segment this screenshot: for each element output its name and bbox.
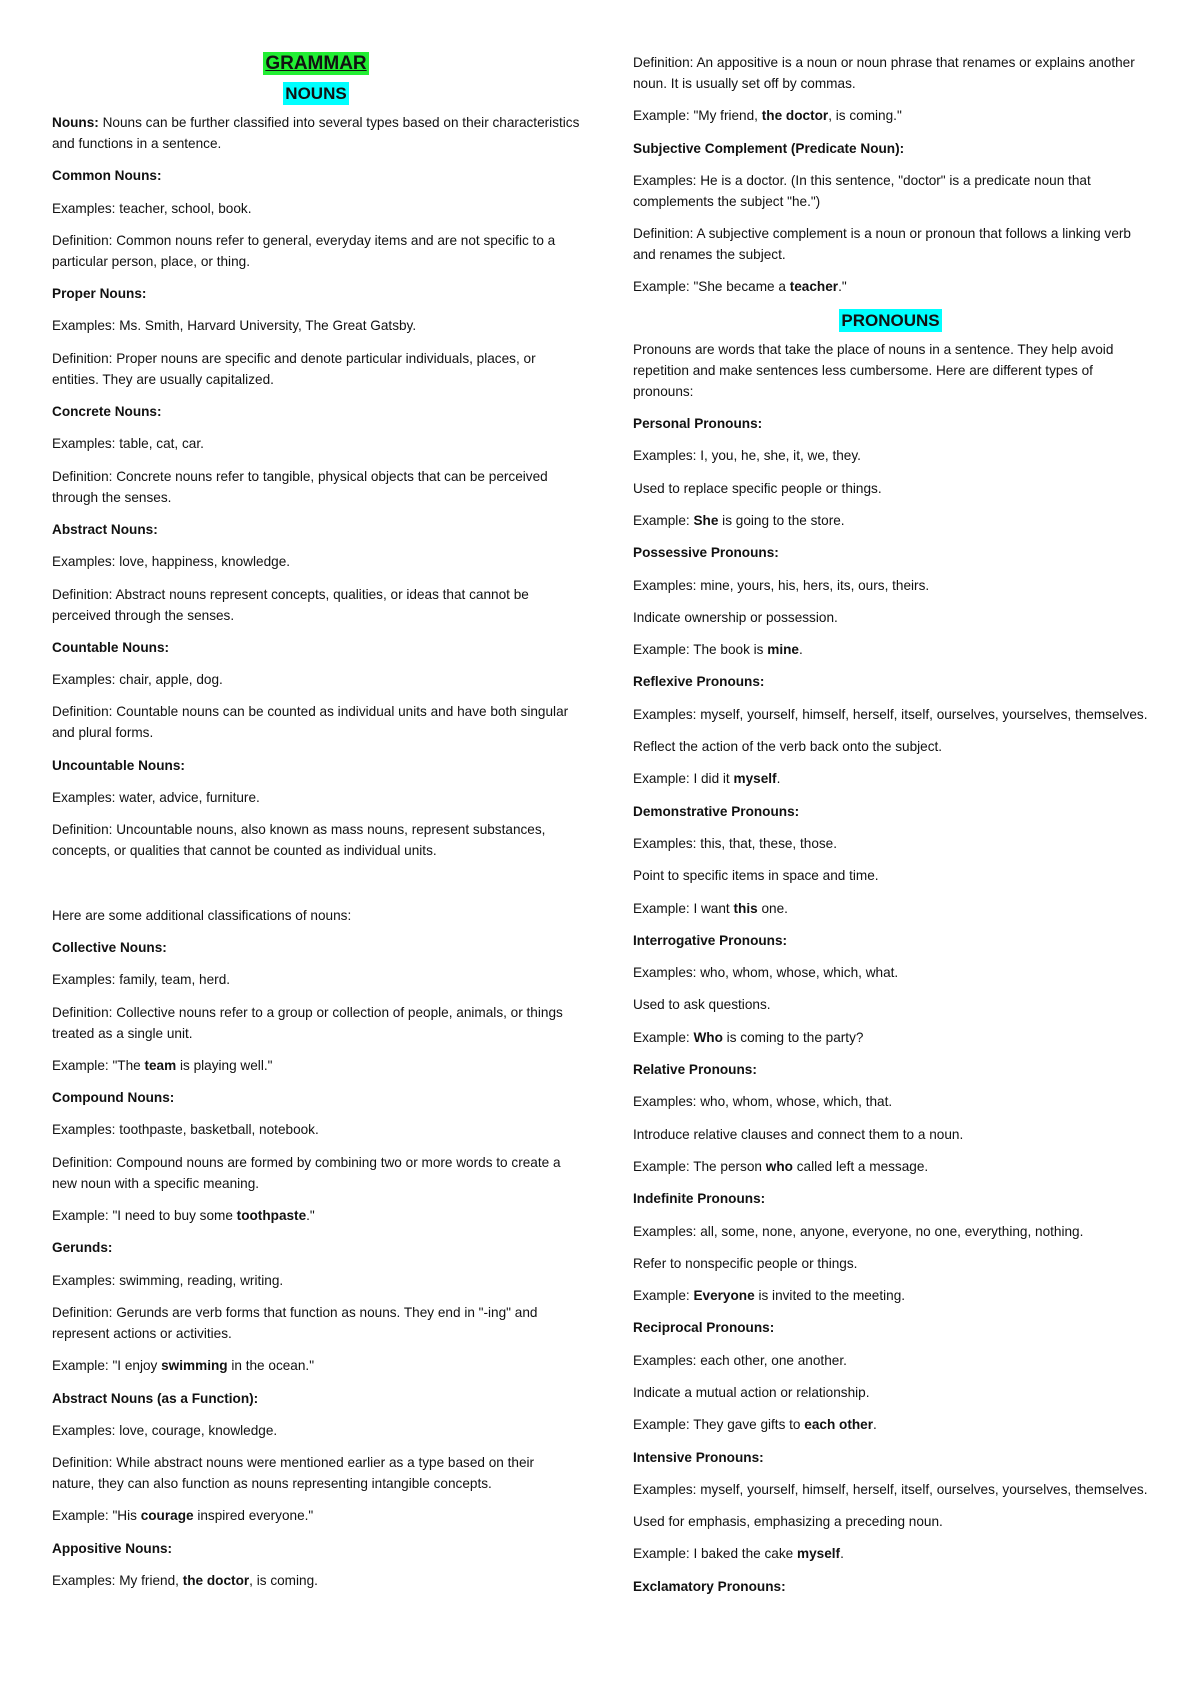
paragraph: Examples: table, cat, car. (52, 436, 204, 452)
bold-text: swimming (161, 1358, 228, 1374)
paragraph: Example: I baked the cake myself. (633, 1546, 844, 1562)
subheading-reflexive-pronouns: Reflexive Pronouns: (633, 674, 765, 690)
bold-text: teacher (789, 279, 839, 295)
paragraph: Examples: swimming, reading, writing. (52, 1272, 284, 1288)
paragraph: Examples: He is a doctor. (In this sentence, "doctor" is a predicate noun that complements the subject "he.") (633, 172, 1091, 209)
right-column (633, 0, 1148, 1608)
paragraph: Example: "His courage inspired everyone." (52, 1508, 314, 1524)
paragraph: Nouns: Nouns can be further classified into several types based on their characteristics and functions in a sentence. (52, 115, 580, 151)
bold-text: courage (140, 1508, 194, 1524)
paragraph: Example: They gave gifts to each other. (633, 1417, 877, 1433)
section-title-wrap (633, 309, 1148, 332)
paragraph: Definition: Collective nouns refer to a group or collection of people, animals, or things treated as a single unit. (52, 1004, 563, 1041)
subheading-proper-nouns: Proper Nouns: (52, 286, 147, 302)
bold-text: myself (796, 1546, 841, 1562)
left-column-content (52, 82, 580, 1591)
paragraph: Example: "My friend, the doctor, is coming." (633, 108, 902, 124)
bold-text: each other (804, 1417, 874, 1433)
subheading-appositive-nouns: Appositive Nouns: (52, 1540, 173, 1556)
bold-text: the doctor (761, 108, 829, 124)
paragraph: Examples: myself, yourself, himself, herself, itself, ourselves, yourselves, themselves. (633, 706, 1148, 722)
paragraph: Example: "I need to buy some toothpaste." (52, 1208, 315, 1224)
section-title-nouns: NOUNS (285, 84, 347, 103)
paragraph: Here are some additional classifications of nouns: (52, 907, 352, 923)
subheading-indefinite-pronouns: Indefinite Pronouns: (633, 1191, 766, 1207)
paragraph: Definition: Gerunds are verb forms that function as nouns. They end in "-ing" and represent actions or activities. (52, 1304, 538, 1341)
paragraph: Examples: My friend, the doctor, is coming. (52, 1572, 318, 1588)
paragraph: Reflect the action of the verb back onto the subject. (633, 739, 943, 755)
subheading-concrete-nouns: Concrete Nouns: (52, 404, 162, 420)
paragraph: Example: Everyone is invited to the meeting. (633, 1288, 906, 1304)
paragraph: Point to specific items in space and time. (633, 868, 879, 884)
paragraph: Example: I want this one. (633, 900, 788, 916)
paragraph: Example: She is going to the store. (633, 512, 845, 528)
paragraph: Definition: Proper nouns are specific and denote particular individuals, places, or entities. They are usually capitalized. (52, 350, 536, 387)
paragraph: Example: "I enjoy swimming in the ocean." (52, 1358, 315, 1374)
paragraph: Used to ask questions. (633, 997, 771, 1013)
subheading-compound-nouns: Compound Nouns: (52, 1090, 175, 1106)
paragraph: Definition: A subjective complement is a noun or pronoun that follows a linking verb and renames the subject. (633, 226, 1131, 263)
subheading-common-nouns: Common Nouns: (52, 168, 162, 184)
blank-line (52, 873, 580, 905)
paragraph: Examples: who, whom, whose, which, that. (633, 1094, 893, 1110)
subheading-intensive-pronouns: Intensive Pronouns: (633, 1449, 764, 1465)
paragraph: Indicate a mutual action or relationship. (633, 1384, 870, 1400)
subheading-exclamatory-pronouns: Exclamatory Pronouns: (633, 1578, 786, 1594)
paragraph: Examples: Ms. Smith, Harvard University, The Great Gatsby. (52, 318, 417, 334)
paragraph: Examples: myself, yourself, himself, herself, itself, ourselves, yourselves, themselves. (633, 1481, 1148, 1497)
subheading-gerunds: Gerunds: (52, 1240, 113, 1256)
subheading-subjective-complement-predicate-noun: Subjective Complement (Predicate Noun): (633, 140, 905, 156)
paragraph: Examples: each other, one another. (633, 1352, 847, 1368)
subheading-relative-pronouns: Relative Pronouns: (633, 1062, 757, 1078)
paragraph: Examples: family, team, herd. (52, 972, 231, 988)
bold-text: Nouns: (52, 115, 99, 130)
paragraph: Refer to nonspecific people or things. (633, 1255, 858, 1271)
paragraph: Definition: While abstract nouns were mentioned earlier as a type based on their nature, they can also function as nouns representing intangible concepts. (52, 1455, 535, 1492)
paragraph: Definition: Common nouns refer to general, everyday items and are not specific to a particular person, place, or thing. (52, 232, 556, 269)
paragraph: Introduce relative clauses and connect them to a noun. (633, 1126, 964, 1142)
paragraph: Definition: An appositive is a noun or noun phrase that renames or explains another noun. It is usually set off by commas. (633, 55, 1135, 91)
paragraph: Definition: Abstract nouns represent concepts, qualities, or ideas that cannot be perceived through the senses. (52, 586, 529, 623)
bold-text: Everyone (693, 1288, 755, 1304)
paragraph: Definition: Uncountable nouns, also known as mass nouns, represent substances, concepts, or qualities that cannot be counted as individual units. (52, 822, 546, 859)
subheading-abstract-nouns-as-a-function: Abstract Nouns (as a Function): (52, 1390, 259, 1406)
bold-text: myself (733, 771, 777, 787)
paragraph: Indicate ownership or possession. (633, 609, 838, 625)
subheading-interrogative-pronouns: Interrogative Pronouns: (633, 932, 788, 948)
paragraph: Examples: love, courage, knowledge. (52, 1422, 278, 1438)
paragraph: Examples: love, happiness, knowledge. (52, 554, 291, 570)
paragraph: Used to replace specific people or things. (633, 480, 882, 496)
document-title-wrap (52, 52, 580, 75)
subheading-demonstrative-pronouns: Demonstrative Pronouns: (633, 803, 800, 819)
bold-text: toothpaste (236, 1208, 307, 1224)
paragraph: Examples: teacher, school, book. (52, 200, 252, 216)
bold-text: She (693, 512, 719, 528)
paragraph: Examples: I, you, he, she, it, we, they. (633, 448, 861, 464)
paragraph: Pronouns are words that take the place of nouns in a sentence. They help avoid repetition and make sentences less cumbersome. Here are different types of pronouns: (633, 341, 1114, 399)
paragraph: Examples: all, some, none, anyone, everyone, no one, everything, nothing. (633, 1223, 1084, 1239)
paragraph: Example: "She became a teacher." (633, 279, 847, 295)
paragraph: Examples: chair, apple, dog. (52, 672, 223, 688)
bold-text: mine (767, 642, 799, 658)
paragraph: Examples: toothpaste, basketball, notebook. (52, 1122, 319, 1138)
subheading-reciprocal-pronouns: Reciprocal Pronouns: (633, 1320, 775, 1336)
subheading-uncountable-nouns: Uncountable Nouns: (52, 757, 185, 773)
paragraph: Definition: Compound nouns are formed by combining two or more words to create a new noun with a specific meaning. (52, 1154, 561, 1191)
subheading-collective-nouns: Collective Nouns: (52, 939, 167, 955)
right-column-content (633, 52, 1148, 1597)
paragraph: Example: The person who called left a message. (633, 1158, 929, 1174)
bold-text: the doctor (182, 1572, 250, 1588)
paragraph: Example: The book is mine. (633, 642, 803, 658)
paragraph: Examples: mine, yours, his, hers, its, ours, theirs. (633, 577, 930, 593)
bold-text: Who (693, 1029, 723, 1045)
paragraph: Example: I did it myself. (633, 771, 781, 787)
left-column (52, 0, 580, 1602)
paragraph: Example: Who is coming to the party? (633, 1029, 864, 1045)
subheading-abstract-nouns: Abstract Nouns: (52, 521, 158, 537)
paragraph: Definition: Concrete nouns refer to tangible, physical objects that can be perceived through the senses. (52, 468, 548, 505)
subheading-countable-nouns: Countable Nouns: (52, 639, 170, 655)
paragraph: Examples: this, that, these, those. (633, 835, 838, 851)
subheading-personal-pronouns: Personal Pronouns: (633, 416, 763, 432)
paragraph: Examples: water, advice, furniture. (52, 790, 260, 806)
bold-text: team (144, 1057, 177, 1073)
subheading-possessive-pronouns: Possessive Pronouns: (633, 545, 779, 561)
bold-text: this (733, 900, 758, 916)
paragraph: Definition: Countable nouns can be counted as individual units and have both singular and plural forms. (52, 704, 569, 741)
section-title-pronouns: PRONOUNS (841, 310, 940, 330)
paragraph: Used for emphasis, emphasizing a preceding noun. (633, 1514, 943, 1530)
document-title: GRAMMAR (265, 53, 367, 74)
paragraph: Examples: who, whom, whose, which, what. (633, 965, 899, 981)
section-title-wrap (52, 82, 580, 105)
bold-text: who (765, 1158, 793, 1174)
paragraph: Example: "The team is playing well." (52, 1057, 273, 1073)
